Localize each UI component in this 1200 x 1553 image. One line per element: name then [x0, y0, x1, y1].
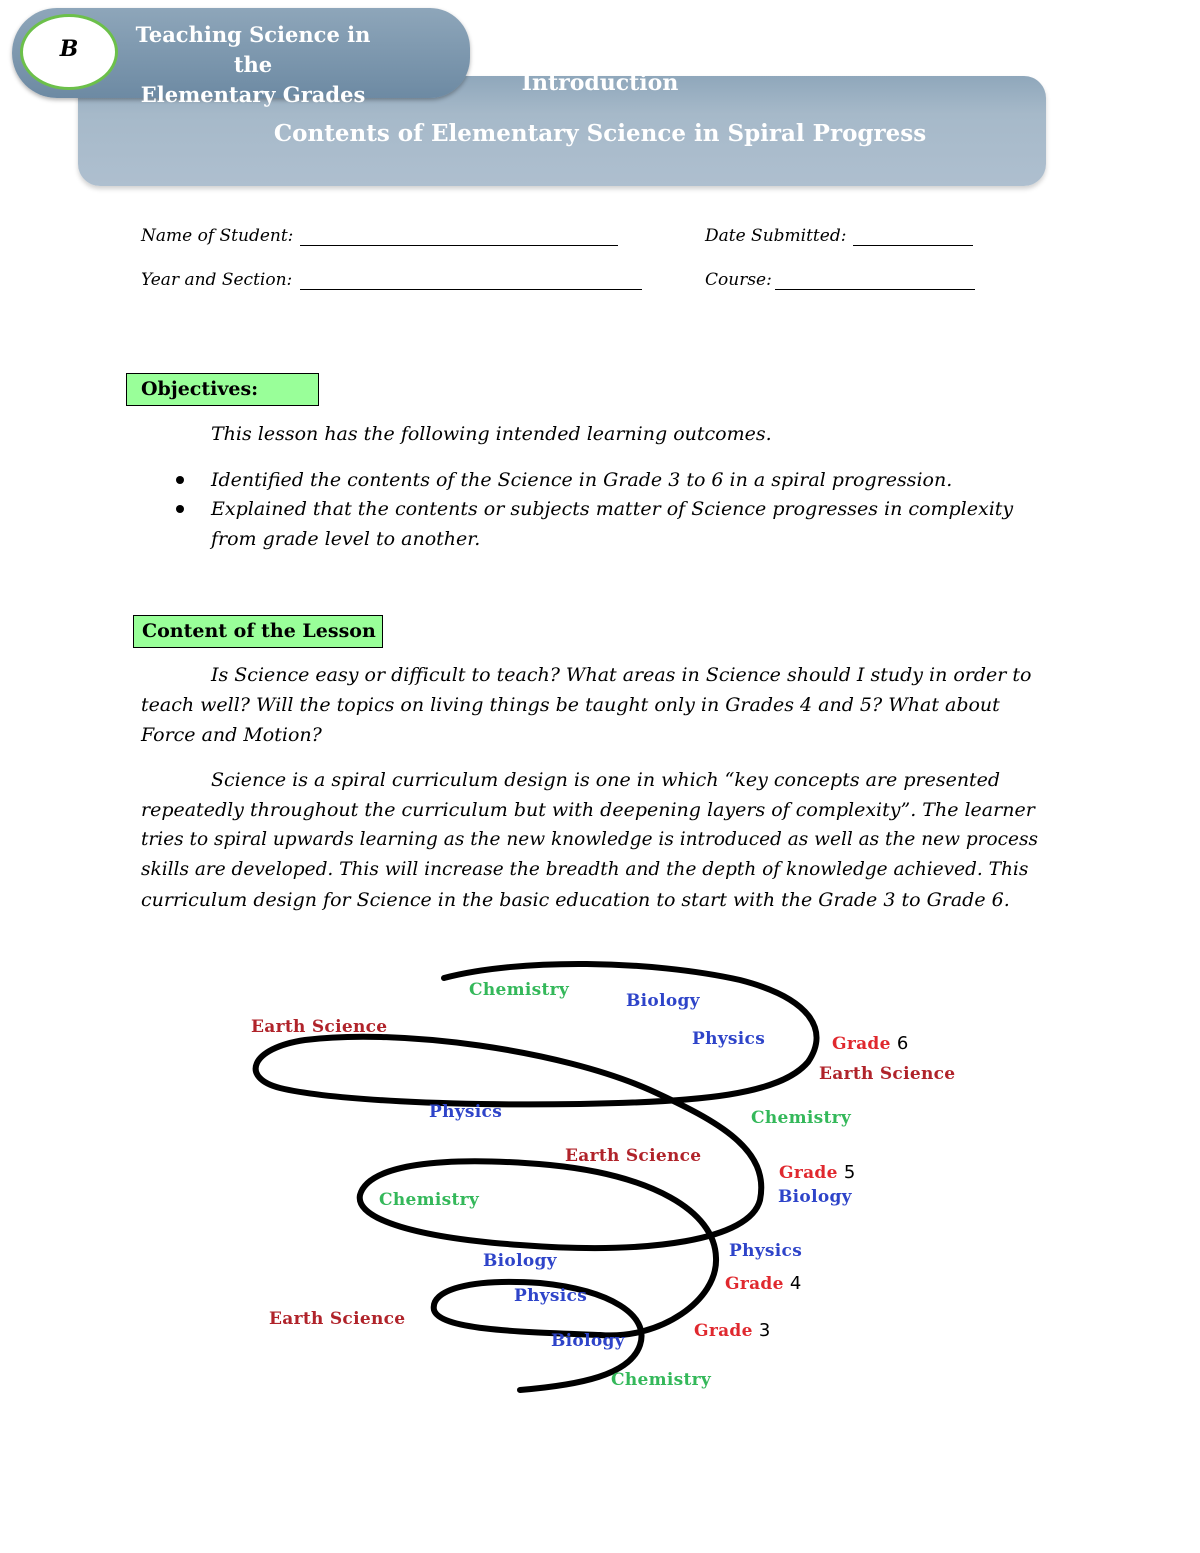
label-biology-grade5: Biology — [778, 1187, 852, 1207]
label-grade6 — [832, 1033, 909, 1054]
grade-number: 4 — [789, 1273, 802, 1294]
section-title: Introduction — [521, 70, 679, 96]
label-earth-science-grade6-right: Earth Science — [819, 1064, 956, 1084]
label-biology-grade4: Biology — [483, 1251, 557, 1271]
paragraph-line: Force and Motion? — [141, 724, 322, 746]
objectives-intro: This lesson has the following intended learning outcomes. — [211, 423, 772, 445]
course-title-line2: Elementary Grades — [140, 82, 366, 107]
course-label: Course: — [705, 270, 772, 290]
label-biology-grade3: Biology — [551, 1331, 625, 1351]
paragraph-line: teach well? Will the topics on living things be taught only in Grades 4 and 5? What about — [141, 694, 1000, 716]
label-physics-grade6: Physics — [692, 1029, 766, 1049]
label-chemistry-grade6: Chemistry — [469, 980, 570, 1000]
label-earth-science-grade3: Earth Science — [269, 1309, 406, 1329]
paragraph-line: repeatedly throughout the curriculum but with deepening layers of complexity”. The learner — [141, 799, 1035, 821]
paragraph-line: tries to spiral upwards learning as the new knowledge is introduced as well as the new process — [141, 829, 1038, 850]
label-physics-grade4: Physics — [729, 1241, 803, 1261]
objective-item: Identified the contents of the Science in Grade 3 to 6 in a spiral progression. — [211, 469, 953, 491]
label-chemistry-grade5-left: Chemistry — [379, 1190, 480, 1210]
objectives-heading: Objectives: — [126, 373, 319, 406]
label-chemistry-grade3: Chemistry — [611, 1370, 712, 1390]
grade-word: Grade — [725, 1274, 784, 1294]
paragraph-line: Is Science easy or difficult to teach? What areas in Science should I study in order to — [211, 664, 1032, 686]
topic-title: Contents of Elementary Science in Spiral Progress — [273, 120, 927, 147]
label-earth-science-grade6-left: Earth Science — [251, 1017, 388, 1037]
course-title-line1: Teaching Science in the — [135, 22, 371, 77]
label-grade5 — [779, 1162, 856, 1183]
objective-item: Explained that the contents or subjects matter of Science progresses in complexity — [211, 498, 1014, 520]
grade-number: 6 — [896, 1033, 909, 1054]
grade-word: Grade — [832, 1034, 891, 1054]
paragraph-line: Science is a spiral curriculum design is one in which “key concepts are presented — [211, 769, 1001, 791]
name-label: Name of Student: — [141, 226, 294, 246]
label-physics-grade5: Physics — [429, 1102, 503, 1122]
paragraph-line: curriculum design for Science in the basic education to start with the Grade 3 to Grade 6. — [141, 889, 1010, 911]
label-biology-grade6: Biology — [626, 991, 700, 1011]
label-chemistry-grade5-right: Chemistry — [751, 1108, 852, 1128]
label-earth-science-grade5: Earth Science — [565, 1146, 702, 1166]
objective-item-continued: from grade level to another. — [211, 528, 481, 550]
paragraph-line: skills are developed. This will increase the breadth and the depth of knowledge achieved. This — [141, 859, 1029, 880]
grade-number: 5 — [843, 1162, 856, 1183]
grade-word: Grade — [779, 1163, 838, 1183]
label-grade4 — [725, 1273, 802, 1294]
content-heading: Content of the Lesson — [133, 615, 383, 648]
grade-number: 3 — [758, 1320, 771, 1341]
date-label: Date Submitted: — [705, 226, 847, 246]
grade-word: Grade — [694, 1321, 753, 1341]
label-grade3 — [694, 1320, 771, 1341]
module-badge-letter: B — [59, 36, 79, 62]
year-section-label: Year and Section: — [141, 270, 293, 290]
label-physics-grade3: Physics — [514, 1286, 588, 1306]
